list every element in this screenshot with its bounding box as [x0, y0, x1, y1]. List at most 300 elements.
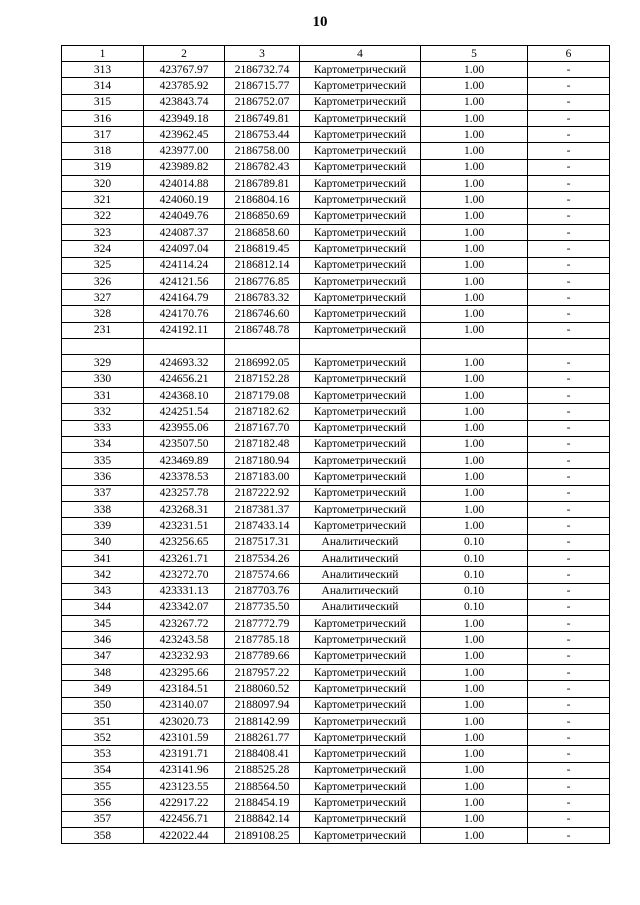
accuracy-cell: 1.00 [421, 746, 528, 762]
note-cell: - [528, 192, 610, 208]
accuracy-cell: 1.00 [421, 485, 528, 501]
x-coordinate-cell: 424060.19 [144, 192, 225, 208]
method-cell: Картометрический [300, 730, 421, 746]
point-number-cell: 313 [62, 62, 144, 78]
point-number-cell: 318 [62, 143, 144, 159]
table-row [62, 713, 610, 729]
y-coordinate-cell: 2189108.25 [225, 827, 300, 843]
note-cell: - [528, 436, 610, 452]
note-cell: - [528, 257, 610, 273]
x-coordinate-cell: 423141.96 [144, 762, 225, 778]
table-row [62, 192, 610, 208]
y-coordinate-cell: 2186746.60 [225, 306, 300, 322]
method-cell: Картометрический [300, 453, 421, 469]
y-coordinate-cell: 2186758.00 [225, 143, 300, 159]
x-coordinate-cell: 423020.73 [144, 713, 225, 729]
method-cell: Картометрический [300, 664, 421, 680]
method-cell: Картометрический [300, 713, 421, 729]
note-cell: - [528, 143, 610, 159]
y-coordinate-cell: 2187182.62 [225, 404, 300, 420]
point-number-cell: 315 [62, 94, 144, 110]
method-cell: Картометрический [300, 62, 421, 78]
x-coordinate-cell: 424170.76 [144, 306, 225, 322]
table-row [62, 616, 610, 632]
table-row [62, 404, 610, 420]
point-number-cell: 333 [62, 420, 144, 436]
method-cell: Картометрический [300, 94, 421, 110]
x-coordinate-cell: 423378.53 [144, 469, 225, 485]
accuracy-cell: 1.00 [421, 110, 528, 126]
point-number-cell: 319 [62, 159, 144, 175]
header-cell-6: 6 [528, 46, 610, 62]
method-cell: Картометрический [300, 224, 421, 240]
note-cell: - [528, 176, 610, 192]
note-cell: - [528, 583, 610, 599]
accuracy-cell: 1.00 [421, 648, 528, 664]
point-number-cell: 327 [62, 290, 144, 306]
table-row [62, 550, 610, 566]
note-cell: - [528, 485, 610, 501]
table-row [62, 322, 610, 338]
method-cell: Картометрический [300, 779, 421, 795]
x-coordinate-cell: 424114.24 [144, 257, 225, 273]
table-row [62, 78, 610, 94]
x-coordinate-cell: 422456.71 [144, 811, 225, 827]
point-number-cell: 231 [62, 322, 144, 338]
accuracy-cell: 1.00 [421, 453, 528, 469]
accuracy-cell: 1.00 [421, 192, 528, 208]
x-coordinate-cell: 424693.32 [144, 355, 225, 371]
x-coordinate-cell: 422917.22 [144, 795, 225, 811]
x-coordinate-cell: 423123.55 [144, 779, 225, 795]
note-cell: - [528, 502, 610, 518]
method-cell: Картометрический [300, 762, 421, 778]
table-row [62, 567, 610, 583]
table-row [62, 599, 610, 615]
table-row [62, 176, 610, 192]
note-cell: - [528, 599, 610, 615]
method-cell: Картометрический [300, 127, 421, 143]
point-number-cell: 317 [62, 127, 144, 143]
note-cell: - [528, 616, 610, 632]
y-coordinate-cell: 2188408.41 [225, 746, 300, 762]
note-cell: - [528, 713, 610, 729]
table-row [62, 697, 610, 713]
note-cell: - [528, 697, 610, 713]
table-row [62, 811, 610, 827]
table-row [62, 387, 610, 403]
y-coordinate-cell: 2186804.16 [225, 192, 300, 208]
table-row [62, 306, 610, 322]
point-number-cell: 346 [62, 632, 144, 648]
x-coordinate-cell: 424087.37 [144, 224, 225, 240]
point-number-cell: 321 [62, 192, 144, 208]
note-cell: - [528, 795, 610, 811]
point-number-cell: 329 [62, 355, 144, 371]
point-number-cell: 322 [62, 208, 144, 224]
accuracy-cell: 0.10 [421, 534, 528, 550]
method-cell [300, 339, 421, 355]
x-coordinate-cell: 423231.51 [144, 518, 225, 534]
y-coordinate-cell: 2188564.50 [225, 779, 300, 795]
method-cell: Картометрический [300, 795, 421, 811]
point-number-cell: 328 [62, 306, 144, 322]
point-number-cell: 314 [62, 78, 144, 94]
point-number-cell: 351 [62, 713, 144, 729]
note-cell: - [528, 811, 610, 827]
y-coordinate-cell: 2187167.70 [225, 420, 300, 436]
accuracy-cell: 1.00 [421, 469, 528, 485]
accuracy-cell: 0.10 [421, 583, 528, 599]
table-row [62, 355, 610, 371]
table-row [62, 681, 610, 697]
table-row [62, 110, 610, 126]
x-coordinate-cell: 424121.56 [144, 273, 225, 289]
point-number-cell: 326 [62, 273, 144, 289]
accuracy-cell: 1.00 [421, 78, 528, 94]
point-number-cell: 344 [62, 599, 144, 615]
y-coordinate-cell: 2186753.44 [225, 127, 300, 143]
accuracy-cell: 1.00 [421, 176, 528, 192]
y-coordinate-cell: 2187789.66 [225, 648, 300, 664]
method-cell: Картометрический [300, 648, 421, 664]
note-cell: - [528, 224, 610, 240]
method-cell: Картометрический [300, 387, 421, 403]
accuracy-cell: 1.00 [421, 795, 528, 811]
y-coordinate-cell: 2187957.22 [225, 664, 300, 680]
y-coordinate-cell: 2187703.76 [225, 583, 300, 599]
point-number-cell: 356 [62, 795, 144, 811]
accuracy-cell: 1.00 [421, 632, 528, 648]
note-cell: - [528, 110, 610, 126]
table-row [62, 339, 610, 355]
accuracy-cell: 1.00 [421, 827, 528, 843]
y-coordinate-cell: 2187183.00 [225, 469, 300, 485]
table-row [62, 795, 610, 811]
accuracy-cell: 1.00 [421, 420, 528, 436]
x-coordinate-cell: 423243.58 [144, 632, 225, 648]
method-cell: Картометрический [300, 632, 421, 648]
point-number-cell: 320 [62, 176, 144, 192]
accuracy-cell: 1.00 [421, 159, 528, 175]
header-cell-1: 1 [62, 46, 144, 62]
accuracy-cell: 1.00 [421, 616, 528, 632]
page-number: 10 [312, 14, 328, 30]
accuracy-cell: 1.00 [421, 518, 528, 534]
y-coordinate-cell: 2187772.79 [225, 616, 300, 632]
accuracy-cell: 1.00 [421, 127, 528, 143]
method-cell: Картометрический [300, 420, 421, 436]
y-coordinate-cell: 2187735.50 [225, 599, 300, 615]
y-coordinate-cell: 2188060.52 [225, 681, 300, 697]
y-coordinate-cell: 2186749.81 [225, 110, 300, 126]
table-row [62, 730, 610, 746]
point-number-cell: 335 [62, 453, 144, 469]
x-coordinate-cell: 423469.89 [144, 453, 225, 469]
table-row [62, 534, 610, 550]
note-cell: - [528, 664, 610, 680]
note-cell: - [528, 94, 610, 110]
x-coordinate-cell: 424656.21 [144, 371, 225, 387]
y-coordinate-cell: 2187152.28 [225, 371, 300, 387]
table-row [62, 827, 610, 843]
table-row [62, 485, 610, 501]
y-coordinate-cell: 2187433.14 [225, 518, 300, 534]
x-coordinate-cell: 423295.66 [144, 664, 225, 680]
x-coordinate-cell [144, 339, 225, 355]
method-cell: Картометрический [300, 681, 421, 697]
x-coordinate-cell: 423191.71 [144, 746, 225, 762]
point-number-cell: 347 [62, 648, 144, 664]
note-cell: - [528, 746, 610, 762]
note-cell: - [528, 387, 610, 403]
point-number-cell: 357 [62, 811, 144, 827]
accuracy-cell: 1.00 [421, 502, 528, 518]
accuracy-cell: 1.00 [421, 143, 528, 159]
x-coordinate-cell: 424164.79 [144, 290, 225, 306]
point-number-cell: 316 [62, 110, 144, 126]
point-number-cell: 337 [62, 485, 144, 501]
point-number-cell: 325 [62, 257, 144, 273]
point-number-cell: 339 [62, 518, 144, 534]
x-coordinate-cell: 424368.10 [144, 387, 225, 403]
table-row [62, 290, 610, 306]
y-coordinate-cell: 2187180.94 [225, 453, 300, 469]
x-coordinate-cell: 423989.82 [144, 159, 225, 175]
x-coordinate-cell: 424251.54 [144, 404, 225, 420]
note-cell: - [528, 241, 610, 257]
method-cell: Аналитический [300, 583, 421, 599]
y-coordinate-cell: 2186858.60 [225, 224, 300, 240]
y-coordinate-cell: 2187574.66 [225, 567, 300, 583]
method-cell: Картометрический [300, 322, 421, 338]
note-cell: - [528, 779, 610, 795]
accuracy-cell: 0.10 [421, 550, 528, 566]
table-row [62, 632, 610, 648]
y-coordinate-cell: 2187179.08 [225, 387, 300, 403]
y-coordinate-cell: 2188142.99 [225, 713, 300, 729]
table-row [62, 502, 610, 518]
y-coordinate-cell: 2186789.81 [225, 176, 300, 192]
y-coordinate-cell: 2186850.69 [225, 208, 300, 224]
y-coordinate-cell: 2187381.37 [225, 502, 300, 518]
y-coordinate-cell: 2186819.45 [225, 241, 300, 257]
y-coordinate-cell: 2186732.74 [225, 62, 300, 78]
note-cell: - [528, 78, 610, 94]
table-row [62, 583, 610, 599]
y-coordinate-cell: 2186752.07 [225, 94, 300, 110]
method-cell: Картометрический [300, 273, 421, 289]
x-coordinate-cell: 423272.70 [144, 567, 225, 583]
accuracy-cell: 1.00 [421, 62, 528, 78]
y-coordinate-cell: 2188842.14 [225, 811, 300, 827]
method-cell: Аналитический [300, 550, 421, 566]
accuracy-cell: 1.00 [421, 290, 528, 306]
accuracy-cell: 1.00 [421, 355, 528, 371]
note-cell: - [528, 567, 610, 583]
point-number-cell: 338 [62, 502, 144, 518]
note-cell: - [528, 762, 610, 778]
accuracy-cell: 1.00 [421, 664, 528, 680]
method-cell: Картометрический [300, 192, 421, 208]
header-row [62, 46, 610, 62]
method-cell: Картометрический [300, 518, 421, 534]
point-number-cell: 324 [62, 241, 144, 257]
x-coordinate-cell: 423977.00 [144, 143, 225, 159]
point-number-cell: 350 [62, 697, 144, 713]
y-coordinate-cell: 2186992.05 [225, 355, 300, 371]
method-cell: Аналитический [300, 599, 421, 615]
point-number-cell: 358 [62, 827, 144, 843]
table-row [62, 257, 610, 273]
accuracy-cell: 1.00 [421, 371, 528, 387]
table-row [62, 746, 610, 762]
x-coordinate-cell: 423232.93 [144, 648, 225, 664]
point-number-cell: 336 [62, 469, 144, 485]
accuracy-cell: 1.00 [421, 241, 528, 257]
note-cell: - [528, 827, 610, 843]
x-coordinate-cell: 424097.04 [144, 241, 225, 257]
method-cell: Картометрический [300, 502, 421, 518]
table-row [62, 273, 610, 289]
method-cell: Картометрический [300, 436, 421, 452]
table-row [62, 469, 610, 485]
method-cell: Картометрический [300, 485, 421, 501]
y-coordinate-cell: 2188097.94 [225, 697, 300, 713]
note-cell: - [528, 62, 610, 78]
header-cell-3: 3 [225, 46, 300, 62]
table-row [62, 518, 610, 534]
accuracy-cell: 1.00 [421, 322, 528, 338]
method-cell: Картометрический [300, 159, 421, 175]
accuracy-cell: 1.00 [421, 779, 528, 795]
table-row [62, 762, 610, 778]
note-cell: - [528, 290, 610, 306]
method-cell: Картометрический [300, 78, 421, 94]
note-cell: - [528, 159, 610, 175]
note-cell: - [528, 273, 610, 289]
note-cell: - [528, 648, 610, 664]
x-coordinate-cell: 423256.65 [144, 534, 225, 550]
header-cell-4: 4 [300, 46, 421, 62]
point-number-cell: 340 [62, 534, 144, 550]
x-coordinate-cell: 423949.18 [144, 110, 225, 126]
point-number-cell [62, 339, 144, 355]
point-number-cell: 334 [62, 436, 144, 452]
table-body [62, 62, 610, 844]
table-header [62, 46, 610, 62]
note-cell: - [528, 632, 610, 648]
x-coordinate-cell: 423342.07 [144, 599, 225, 615]
method-cell: Картометрический [300, 404, 421, 420]
x-coordinate-cell: 424192.11 [144, 322, 225, 338]
note-cell: - [528, 550, 610, 566]
accuracy-cell: 0.10 [421, 567, 528, 583]
x-coordinate-cell: 423261.71 [144, 550, 225, 566]
note-cell [528, 339, 610, 355]
x-coordinate-cell: 423101.59 [144, 730, 225, 746]
y-coordinate-cell: 2187534.26 [225, 550, 300, 566]
method-cell: Картометрический [300, 306, 421, 322]
x-coordinate-cell: 423785.92 [144, 78, 225, 94]
method-cell: Картометрический [300, 469, 421, 485]
point-number-cell: 349 [62, 681, 144, 697]
method-cell: Картометрический [300, 371, 421, 387]
y-coordinate-cell: 2188525.28 [225, 762, 300, 778]
y-coordinate-cell: 2186748.78 [225, 322, 300, 338]
table-row [62, 62, 610, 78]
y-coordinate-cell: 2187517.31 [225, 534, 300, 550]
note-cell: - [528, 306, 610, 322]
table-row [62, 453, 610, 469]
method-cell: Картометрический [300, 257, 421, 273]
method-cell: Картометрический [300, 176, 421, 192]
table-row [62, 664, 610, 680]
method-cell: Картометрический [300, 355, 421, 371]
x-coordinate-cell: 423331.13 [144, 583, 225, 599]
accuracy-cell: 1.00 [421, 224, 528, 240]
x-coordinate-cell: 423962.45 [144, 127, 225, 143]
table-row [62, 159, 610, 175]
note-cell: - [528, 371, 610, 387]
method-cell: Картометрический [300, 208, 421, 224]
x-coordinate-cell: 423507.50 [144, 436, 225, 452]
point-number-cell: 341 [62, 550, 144, 566]
x-coordinate-cell: 422022.44 [144, 827, 225, 843]
table-row [62, 648, 610, 664]
point-number-cell: 345 [62, 616, 144, 632]
y-coordinate-cell: 2186715.77 [225, 78, 300, 94]
note-cell: - [528, 322, 610, 338]
x-coordinate-cell: 423184.51 [144, 681, 225, 697]
accuracy-cell: 1.00 [421, 681, 528, 697]
method-cell: Картометрический [300, 241, 421, 257]
point-number-cell: 343 [62, 583, 144, 599]
y-coordinate-cell: 2186783.32 [225, 290, 300, 306]
point-number-cell: 330 [62, 371, 144, 387]
accuracy-cell: 1.00 [421, 697, 528, 713]
accuracy-cell: 1.00 [421, 273, 528, 289]
method-cell: Картометрический [300, 697, 421, 713]
point-number-cell: 348 [62, 664, 144, 680]
x-coordinate-cell: 423257.78 [144, 485, 225, 501]
coordinates-table [61, 45, 610, 844]
accuracy-cell: 1.00 [421, 713, 528, 729]
note-cell: - [528, 730, 610, 746]
table-row [62, 420, 610, 436]
y-coordinate-cell: 2186812.14 [225, 257, 300, 273]
y-coordinate-cell: 2187785.18 [225, 632, 300, 648]
note-cell: - [528, 453, 610, 469]
method-cell: Картометрический [300, 290, 421, 306]
point-number-cell: 354 [62, 762, 144, 778]
x-coordinate-cell: 423843.74 [144, 94, 225, 110]
note-cell: - [528, 404, 610, 420]
method-cell: Аналитический [300, 567, 421, 583]
note-cell: - [528, 518, 610, 534]
y-coordinate-cell: 2187222.92 [225, 485, 300, 501]
accuracy-cell: 1.00 [421, 208, 528, 224]
table-row [62, 127, 610, 143]
accuracy-cell: 1.00 [421, 811, 528, 827]
accuracy-cell: 1.00 [421, 436, 528, 452]
method-cell: Картометрический [300, 746, 421, 762]
method-cell: Аналитический [300, 534, 421, 550]
note-cell: - [528, 355, 610, 371]
method-cell: Картометрический [300, 143, 421, 159]
accuracy-cell: 1.00 [421, 94, 528, 110]
point-number-cell: 332 [62, 404, 144, 420]
